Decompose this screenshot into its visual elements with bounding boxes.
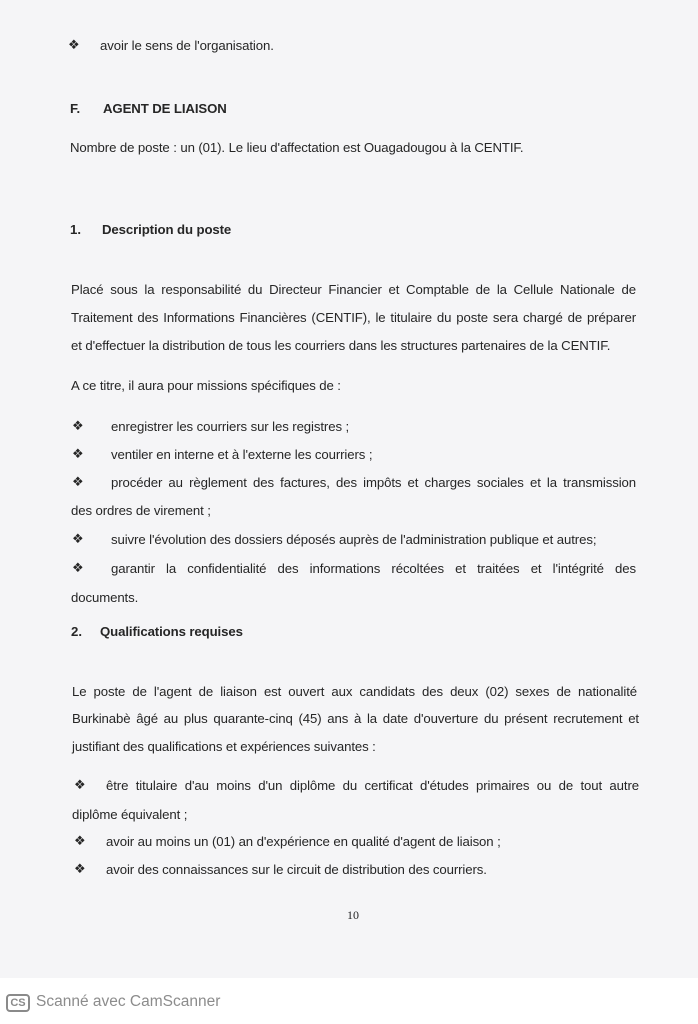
camscanner-footer (0, 986, 698, 1024)
bullet-icon: ❖ (74, 778, 86, 793)
subsection-title: Qualifications requises (100, 624, 243, 639)
list-item: être titulaire d'au moins d'un diplôme du certificat d'études primaires ou de tout autre (106, 778, 639, 793)
paragraph-line: A ce titre, il aura pour missions spécifiques de : (71, 378, 341, 393)
paragraph-line: Burkinabè âgé au plus quarante-cinq (45) ans à la date d'ouverture du présent recrutement et (72, 711, 639, 726)
bullet-icon: ❖ (72, 532, 84, 547)
list-item: avoir des connaissances sur le circuit de distribution des courriers. (106, 862, 487, 877)
bullet-icon: ❖ (68, 38, 80, 53)
paragraph-line: justifiant des qualifications et expériences suivantes : (72, 739, 376, 754)
paragraph-line: et d'effectuer la distribution de tous les courriers dans les structures partenaires de la CENTIF. (71, 338, 611, 353)
list-item: garantir la confidentialité des informations récoltées et traitées et l'intégrité des (111, 561, 636, 576)
list-item: ventiler en interne et à l'externe les courriers ; (111, 447, 373, 462)
section-letter: F. (70, 101, 81, 116)
subsection-title: Description du poste (102, 222, 232, 237)
list-item: enregistrer les courriers sur les registres ; (111, 419, 350, 434)
camscanner-logo-icon: CS (6, 994, 30, 1012)
page-number: 10 (347, 908, 359, 922)
paragraph-line: Placé sous la responsabilité du Directeur Financier et Comptable de la Cellule Nationale de (71, 282, 636, 297)
camscanner-watermark: Scanné avec CamScanner (36, 993, 221, 1010)
bullet-icon: ❖ (72, 475, 84, 490)
paragraph-line: Le poste de l'agent de liaison est ouvert aux candidats des deux (02) sexes de nationalité (72, 684, 637, 699)
list-item: suivre l'évolution des dossiers déposés auprès de l'administration publique et autres; (111, 532, 597, 547)
list-item: avoir au moins un (01) an d'expérience en qualité d'agent de liaison ; (106, 834, 501, 849)
bullet-icon: ❖ (72, 419, 84, 434)
paragraph-line: Nombre de poste : un (01). Le lieu d'affectation est Ouagadougou à la CENTIF. (70, 140, 524, 155)
bullet-text: avoir le sens de l'organisation. (100, 38, 274, 53)
subsection-number: 1. (70, 222, 81, 237)
section-title: AGENT DE LIAISON (103, 101, 227, 116)
bullet-icon: ❖ (74, 862, 86, 877)
bullet-icon: ❖ (72, 561, 84, 576)
bullet-icon: ❖ (74, 834, 86, 849)
list-item: procéder au règlement des factures, des impôts et charges sociales et la transmission (111, 475, 636, 490)
subsection-number: 2. (71, 624, 82, 639)
list-item-continuation: des ordres de virement ; (71, 503, 211, 518)
bullet-icon: ❖ (72, 447, 84, 462)
list-item-continuation: documents. (71, 590, 139, 605)
paragraph-line: Traitement des Informations Financières (CENTIF), le titulaire du poste sera chargé de préparer (71, 310, 636, 325)
list-item-continuation: diplôme équivalent ; (72, 807, 188, 822)
